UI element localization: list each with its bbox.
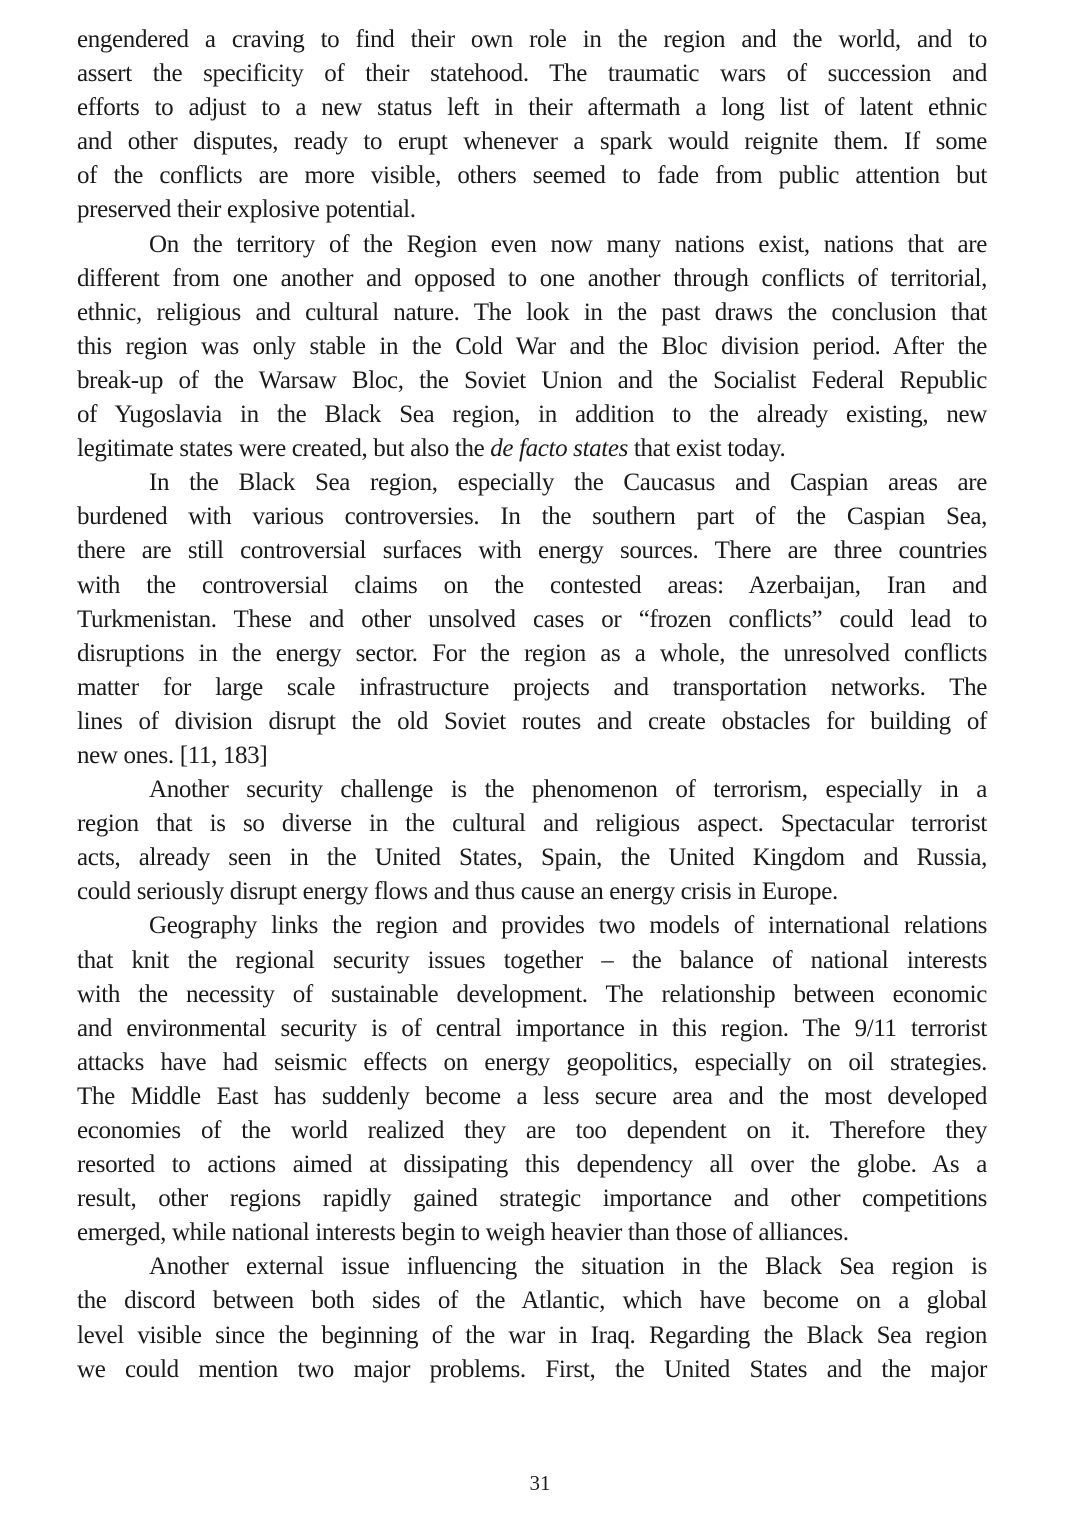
text-line: Another security challenge is the phenomenon of terrorism, especially in a	[149, 776, 987, 804]
paragraph-1	[77, 23, 987, 228]
paragraph-6	[77, 1250, 987, 1386]
text-line: Geography links the region and provides two models of international relations	[149, 912, 987, 940]
text-line-citation: new ones. [11, 183]	[77, 741, 268, 769]
text-run: legitimate states were created, but also the	[77, 435, 491, 463]
text-line: Another external issue influencing the situation in the Black Sea region is	[149, 1253, 987, 1281]
text-line: with the controversial claims on the contested areas: Azerbaijan, Iran and	[77, 571, 987, 599]
text-line: and environmental security is of central importance in this region. The 9/11 terrorist	[77, 1014, 987, 1042]
text-line: assert the specificity of their statehood. The traumatic wars of succession and	[77, 60, 987, 88]
text-line: result, other regions rapidly gained strategic importance and other competitions	[77, 1185, 987, 1213]
text-line: region that is so diverse in the cultural and religious aspect. Spectacular terrorist	[77, 810, 987, 838]
text-line: of the conflicts are more visible, others seemed to fade from public attention but	[77, 162, 987, 190]
text-line: The Middle East has suddenly become a less secure area and the most developed	[77, 1082, 987, 1110]
text-line: In the Black Sea region, especially the Caucasus and Caspian areas are	[149, 469, 987, 497]
text-line: burdened with various controversies. In the southern part of the Caspian Sea,	[77, 503, 987, 531]
text-line: and other disputes, ready to erupt whenever a spark would reignite them. If some	[77, 128, 987, 156]
italic-term: de facto states	[490, 435, 629, 463]
text-line: Turkmenistan. These and other unsolved cases or “frozen conflicts” could lead to	[77, 605, 987, 633]
paragraph-3	[77, 466, 987, 773]
paragraph-4	[77, 773, 987, 909]
text-line: there are still controversial surfaces with energy sources. There are three countries	[77, 537, 987, 565]
text-line: could seriously disrupt energy flows and thus cause an energy crisis in Europe.	[77, 878, 838, 906]
text-line	[77, 432, 987, 466]
text-line: that knit the regional security issues together – the balance of national interests	[77, 946, 987, 974]
text-line: the discord between both sides of the Atlantic, which have become on a global	[77, 1287, 987, 1315]
text-line: economies of the world realized they are too dependent on it. Therefore they	[77, 1117, 987, 1144]
text-line: lines of division disrupt the old Soviet routes and create obstacles for building of	[77, 707, 987, 735]
text-line: ethnic, religious and cultural nature. The look in the past draws the conclusion that	[77, 298, 987, 326]
text-run: that exist today.	[628, 435, 786, 463]
paragraph-2	[77, 228, 987, 467]
text-line: matter for large scale infrastructure projects and transportation networks. The	[77, 673, 987, 701]
text-line: On the territory of the Region even now many nations exist, nations that are	[149, 230, 987, 258]
text-line: attacks have had seismic effects on energy geopolitics, especially on oil strategies.	[77, 1048, 987, 1076]
text-line: efforts to adjust to a new status left in their aftermath a long list of latent ethnic	[77, 94, 987, 122]
text-line: of Yugoslavia in the Black Sea region, in addition to the already existing, new	[77, 401, 987, 429]
text-line: break-up of the Warsaw Bloc, the Soviet Union and the Socialist Federal Republic	[77, 366, 987, 394]
text-line: resorted to actions aimed at dissipating this dependency all over the globe. As a	[77, 1151, 987, 1179]
document-page	[77, 23, 987, 1387]
text-line: with the necessity of sustainable development. The relationship between economic	[77, 980, 987, 1008]
text-line: different from one another and opposed to one another through conflicts of territorial,	[77, 264, 987, 292]
text-line: preserved their explosive potential.	[77, 196, 416, 224]
page-number: 31	[529, 1471, 551, 1495]
text-line: engendered a craving to find their own role in the region and the world, and to	[77, 26, 987, 53]
text-line: disruptions in the energy sector. For the region as a whole, the unresolved conflicts	[77, 639, 987, 667]
text-line: level visible since the beginning of the war in Iraq. Regarding the Black Sea region	[77, 1321, 987, 1349]
text-line: emerged, while national interests begin to weigh heavier than those of alliances.	[77, 1219, 849, 1247]
text-line: acts, already seen in the United States, Spain, the United Kingdom and Russia,	[77, 844, 987, 872]
paragraph-5	[77, 909, 987, 1250]
text-line: we could mention two major problems. First, the United States and the major	[77, 1355, 987, 1383]
text-line: this region was only stable in the Cold War and the Bloc division period. After the	[77, 332, 987, 360]
